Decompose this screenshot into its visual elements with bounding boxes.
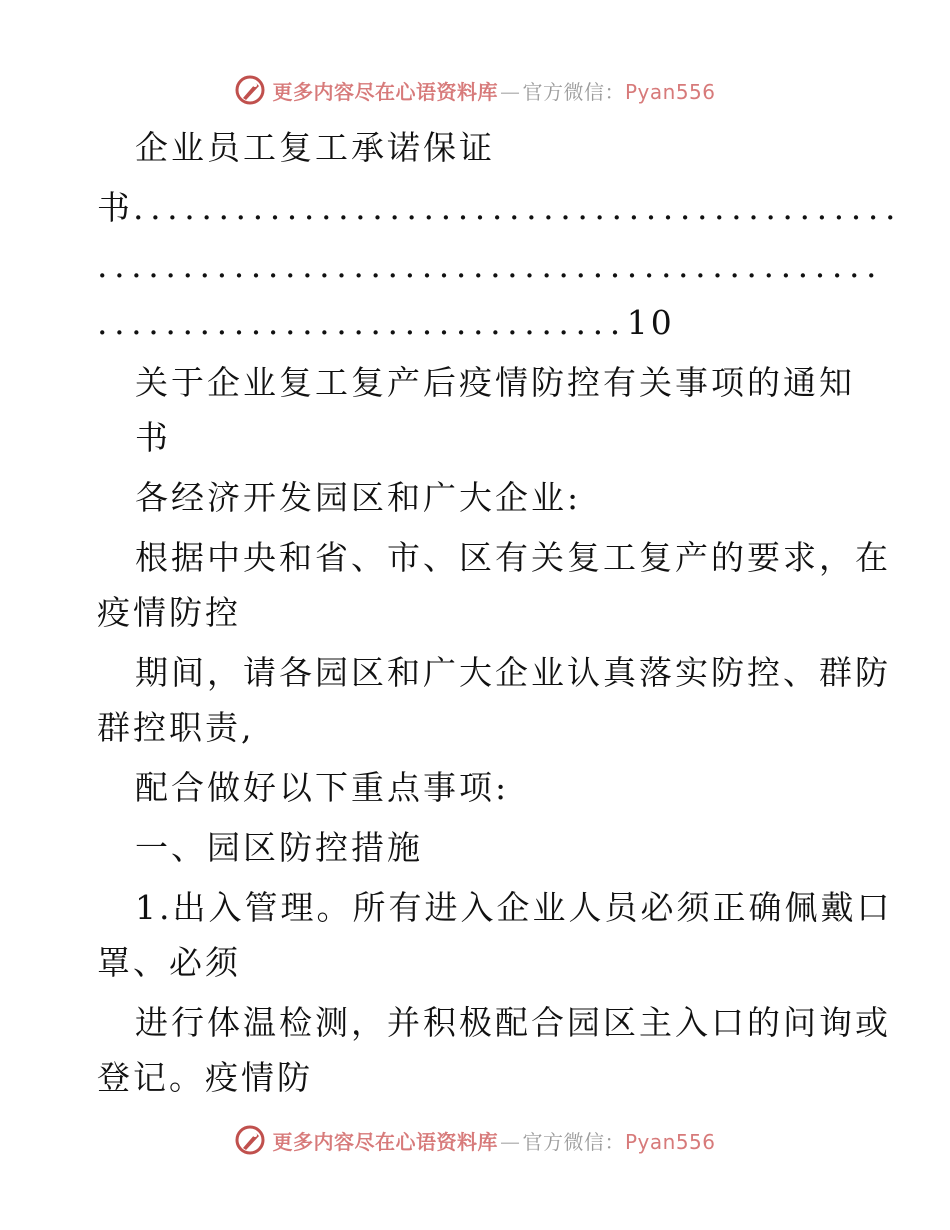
item-line: 罩、必须 <box>97 943 241 982</box>
toc-entry-title: 企业员工复工承诺保证 <box>135 128 495 167</box>
watermark-text <box>272 76 715 105</box>
paragraph-line: 期间，请各园区和广大企业认真落实防控、群防 <box>135 653 891 692</box>
paragraph-line: 群控职责, <box>97 708 255 747</box>
paragraph-line: 根据中央和省、市、区有关复工复产的要求，在 <box>135 538 891 577</box>
header-watermark <box>0 70 950 110</box>
watermark-dash: — <box>499 79 521 104</box>
watermark-site: 更多内容尽在心语资料库 <box>272 79 498 104</box>
watermark-wechat-label: 官方微信： <box>522 1129 625 1154</box>
pen-logo-icon <box>234 1124 266 1156</box>
toc-page-number: 10 <box>626 303 675 342</box>
paragraph-line: 配合做好以下重点事项: <box>135 768 510 807</box>
watermark-wechat-id: Pyan556 <box>624 1129 716 1154</box>
watermark-wechat-label: 官方微信： <box>522 79 625 104</box>
toc-leader: ............................................. <box>133 188 903 227</box>
section-heading: 一、园区防控措施 <box>135 828 423 867</box>
paragraph-line: 疫情防控 <box>97 593 241 632</box>
notice-title-cont: 书 <box>135 418 171 457</box>
salutation: 各经济开发园区和广大企业: <box>135 478 582 517</box>
watermark-text <box>272 1126 715 1155</box>
pen-logo-icon <box>234 74 266 106</box>
notice-title: 关于企业复工复产后疫情防控有关事项的通知 <box>135 363 855 402</box>
toc-leader: ............................... <box>97 303 627 342</box>
footer-watermark <box>0 1120 950 1160</box>
watermark-site: 更多内容尽在心语资料库 <box>272 1129 498 1154</box>
toc-entry-line <box>97 180 902 236</box>
watermark-wechat-id: Pyan556 <box>624 79 716 104</box>
item-line: 1.出入管理。所有进入企业人员必须正确佩戴口 <box>135 888 893 927</box>
toc-entry-end <box>97 295 675 351</box>
item-line: 登记。疫情防 <box>97 1058 313 1097</box>
item-line: 进行体温检测，并积极配合园区主入口的问询或 <box>135 1003 891 1042</box>
toc-entry-title-cont: 书 <box>97 188 133 227</box>
toc-leader: .............................................. <box>97 246 884 285</box>
watermark-dash: — <box>499 1129 521 1154</box>
